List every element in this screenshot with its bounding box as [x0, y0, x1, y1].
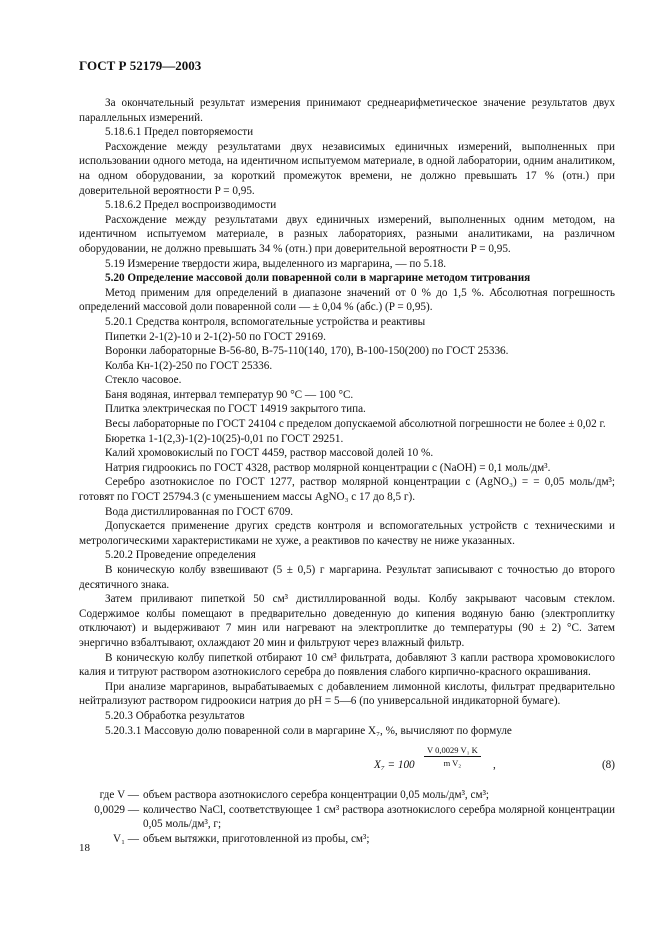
formula-numerator: V 0,0029 V₁ K: [424, 744, 481, 757]
definition-text: объем раствора азотнокислого серебра концентрации 0,05 моль/дм³, см³;: [143, 789, 490, 802]
paragraph: Стекло часовое.: [105, 374, 182, 387]
definition-symbol: где V —: [99, 789, 139, 802]
formula-8: [79, 744, 615, 788]
paragraph: Колба Кн-1(2)-250 по ГОСТ 25336.: [105, 359, 273, 372]
paragraph: При анализе маргаринов, вырабатываемых с добавлением лимонной кислоты, фильтрат предварительно нейтрализуют раствором гидроокиси натрия до pH = 5—6 (по универсальной индикаторной бумаге).: [79, 680, 615, 708]
document-body: [79, 96, 615, 847]
formula-fraction: [424, 744, 481, 769]
paragraph: Расхождение между результатами двух единичных измерений, выполненных одним методом, на идентичном испытуемом материале, в разных лабораториях, разными аналитиками, на различном оборудовании, не должно превышать 34 % (отн.) при доверительной вероятности P = 0,95.: [79, 213, 615, 255]
paragraph: Плитка электрическая по ГОСТ 14919 закрытого типа.: [105, 403, 366, 416]
variable-definitions: [79, 788, 615, 846]
paragraph: Весы лабораторные по ГОСТ 24104 с пределом допускаемой абсолютной погрешности не более ± 0,02 г.: [105, 418, 606, 431]
paragraph: Воронки лабораторные В-56-80, В-75-110(140, 170), В-100-150(200) по ГОСТ 25336.: [105, 345, 509, 358]
paragraph: 5.20.3.1 Массовую долю поваренной соли в маргарине X₇, %, вычисляют по формуле: [105, 724, 512, 737]
formula-number: (8): [601, 759, 615, 772]
paragraph: Бюретка 1-1(2,3)-1(2)-10(25)-0,01 по ГОСТ 29251.: [105, 432, 344, 445]
paragraph: Пипетки 2-1(2)-10 и 2-1(2)-50 по ГОСТ 29169.: [105, 330, 326, 343]
paragraph: Расхождение между результатами двух независимых единичных измерений, выполненных при использовании одного метода, на идентичном испытуемом материале, в одной лаборатории, одним аналитиком, на одном оборудовании, за короткий промежуток времени, не должно превышать 17 % (отн.) при доверительной вероятности P = 0,95.: [79, 140, 615, 197]
definition-row: [79, 832, 615, 847]
paragraph: Калий хромовокислый по ГОСТ 4459, раствор массовой долей 10 %.: [105, 447, 434, 460]
paragraph: 5.20.2 Проведение определения: [105, 549, 256, 562]
paragraph: 5.18.6.1 Предел повторяемости: [105, 126, 254, 139]
paragraph: В коническую колбу взвешивают (5 ± 0,5) г маргарина. Результат записывают с точностью до второго десятичного знака.: [79, 564, 615, 591]
formula-denominator: m V₂: [443, 758, 462, 769]
paragraph: 5.19 Измерение твердости жира, выделенного из маргарина, — по 5.18.: [105, 257, 447, 270]
paragraph: Вода дистиллированная по ГОСТ 6709.: [105, 505, 294, 518]
paragraph: За окончательный результат измерения принимают среднеарифметическое значение результатов двух параллельных измерений.: [79, 97, 615, 124]
definition-row: [79, 803, 615, 832]
definition-text: количество NaCl, соответствующее 1 см³ раствора азотнокислого серебра молярной концентрации 0,05 моль/дм³, г;: [143, 803, 615, 831]
definition-row: [79, 788, 615, 803]
paragraph: 5.18.6.2 Предел воспроизводимости: [105, 199, 277, 212]
page-header: ГОСТ Р 52179—2003: [79, 58, 202, 73]
formula-lhs: X₇ = 100: [374, 759, 415, 772]
paragraph: Натрия гидроокись по ГОСТ 4328, раствор молярной концентрации c (NaOH) = 0,1 моль/дм³.: [105, 461, 551, 474]
paragraph: 5.20.3 Обработка результатов: [105, 709, 245, 722]
paragraph: 5.20.1 Средства контроля, вспомогательные устройства и реактивы: [105, 315, 426, 328]
paragraph: В коническую колбу пипеткой отбирают 10 см³ фильтрата, добавляют 3 капли раствора хромовокислого калия и титруют раствором азотнокислого серебра до появления слабого кирпично-красного окрашивания.: [79, 651, 615, 679]
section-heading: 5.20 Определение массовой доли поваренной соли в маргарине методом титрования: [105, 272, 531, 285]
paragraph-list: [79, 96, 615, 738]
paragraph: Серебро азотнокислое по ГОСТ 1277, раствор молярной концентрации c (AgNO₃) = = 0,05 моль/дм³; готовят по ГОСТ 25794.3 (с уменьшением массы AgNO₃ с 17 до 8,5 г).: [79, 476, 615, 504]
definition-symbol: V₁ —: [113, 832, 139, 845]
paragraph: Баня водяная, интервал температур 90 °С — 100 °С.: [105, 388, 354, 401]
definition-symbol: 0,0029 —: [94, 803, 139, 816]
paragraph: Метод применим для определений в диапазоне значений от 0 % до 1,5 %. Абсолютная погрешность определений массовой доли поваренной соли — ± 0,04 % (абс.) (P = 0,95).: [79, 286, 615, 314]
formula-comma: ,: [493, 759, 496, 772]
definition-text: объем вытяжки, приготовленной из пробы, см³;: [143, 832, 370, 845]
paragraph: Затем приливают пипеткой 50 см³ дистиллированной воды. Колбу закрывают часовым стеклом. Содержимое колбы помещают в предварительно доведенную до кипения водяную баню (электроплитку отключают) и выдерживают 7 мин или нагревают на электроплитке до температуры (90 ± 2) °С. Затем энергично взбалтывают, охлаждают 20 мин и фильтруют через влажный фильтр.: [79, 593, 615, 649]
page-number: 18: [79, 842, 90, 854]
paragraph: Допускается применение других средств контроля и вспомогательных устройств с техническими и метрологическими характеристиками не хуже, а реактивов по качеству не ниже указанных.: [79, 520, 615, 547]
